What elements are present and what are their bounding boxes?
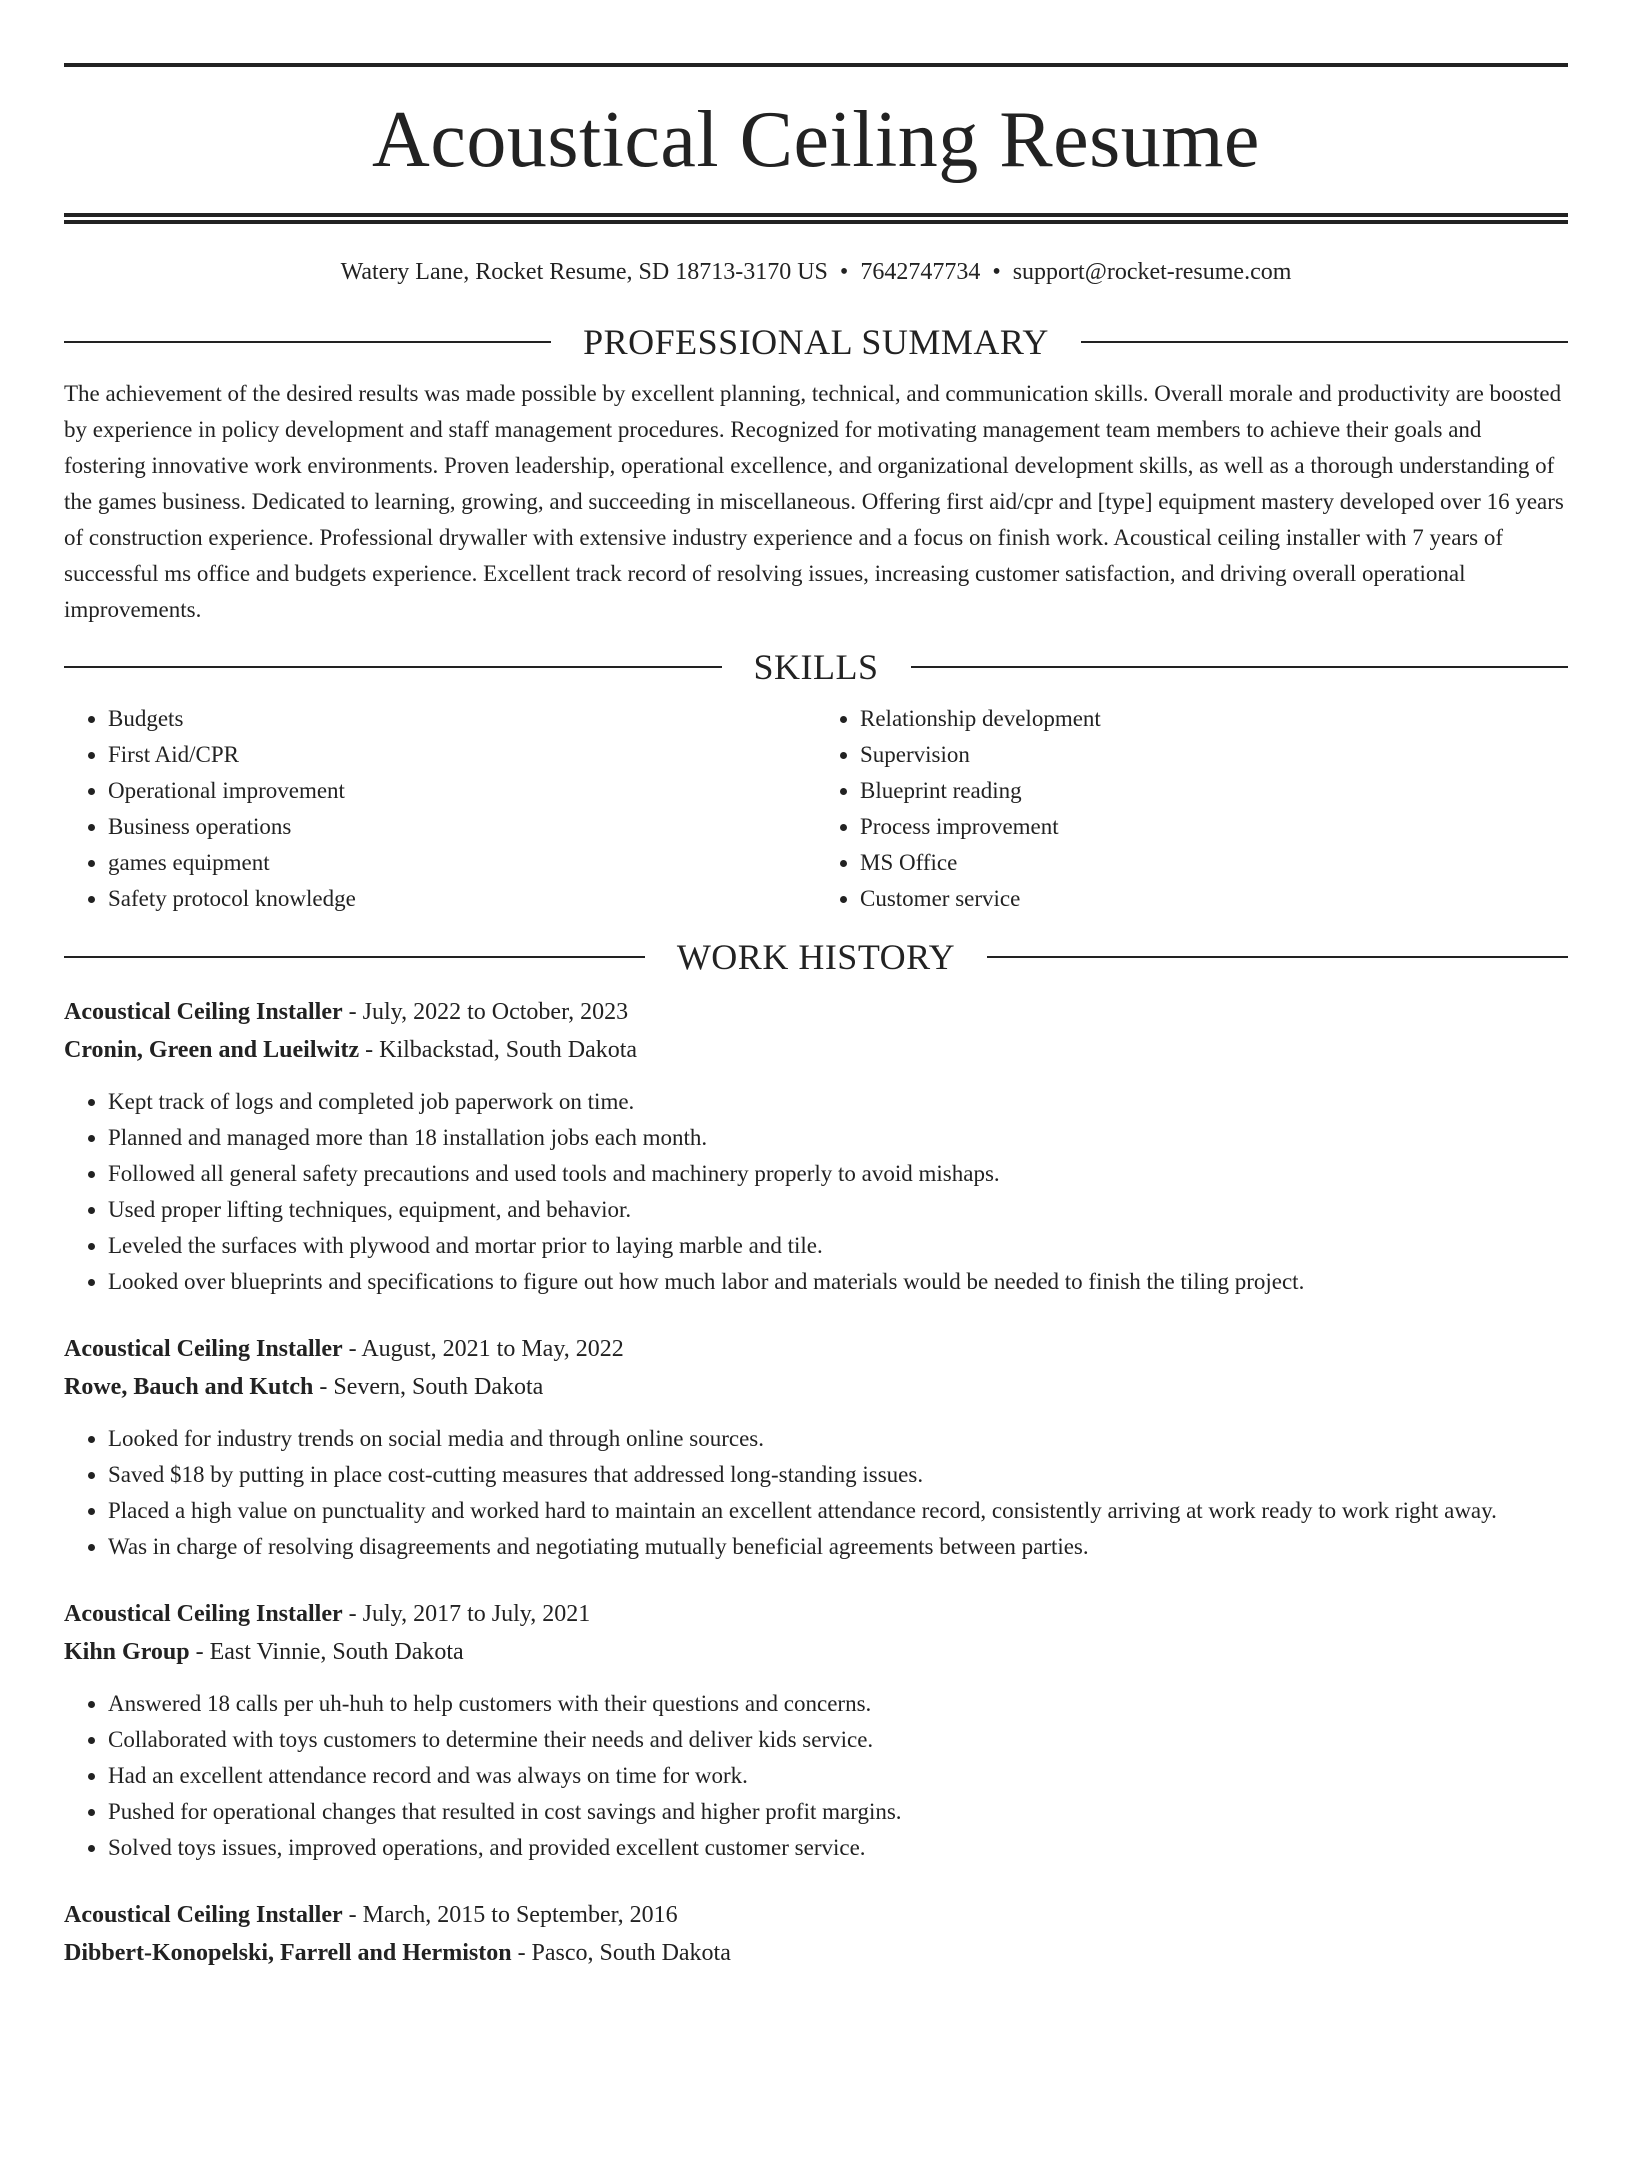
job-entry xyxy=(64,1595,1568,1866)
heading-rule-left xyxy=(64,666,722,668)
job-title-line xyxy=(64,1896,1568,1934)
skills-heading: SKILLS xyxy=(753,647,879,687)
contact-email: support@rocket-resume.com xyxy=(1012,259,1292,285)
contact-separator: • xyxy=(992,259,1001,285)
summary-text: The achievement of the desired results was made possible by excellent planning, technical, and communication skills. Overall morale and productivity are boosted by experience in policy development and staff management procedures. Recognized for motivating management team members to achieve their goals and fostering innovative work environments. Proven leadership, operational excellence, and organizational development skills, as well as a thorough understanding of the games business. Dedicated to learning, growing, and succeeding in miscellaneous. Offering first aid/cpr and [type] equipment mastery developed over 16 years of construction experience. Professional drywaller with extensive industry experience and a focus on finish work. Acoustical ceiling installer with 7 years of successful ms office and budgets experience. Excellent track record of resolving issues, increasing customer satisfaction, and driving overall operational improvements. xyxy=(64,381,1564,622)
skill-item: • Process improvement xyxy=(860,809,1568,845)
summary-section-heading xyxy=(64,320,1568,364)
job-bullet: • Was in charge of resolving disagreements and negotiating mutually beneficial agreements between parties. xyxy=(108,1529,1568,1565)
summary-heading: PROFESSIONAL SUMMARY xyxy=(583,322,1049,362)
skill-item: • Relationship development xyxy=(860,701,1568,737)
skill-item: • Operational improvement xyxy=(108,773,816,809)
contact-line xyxy=(64,257,1568,287)
resume-title: Acoustical Ceiling Resume xyxy=(372,96,1260,184)
work-heading: WORK HISTORY xyxy=(676,937,956,977)
job-entry xyxy=(64,993,1568,1300)
job-bullets xyxy=(64,1084,1568,1300)
job-company-line xyxy=(64,1368,1568,1406)
heading-rule-right xyxy=(1081,341,1568,343)
job-company: Rowe, Bauch and Kutch xyxy=(64,1374,314,1400)
job-bullet: • Placed a high value on punctuality and worked hard to maintain an excellent attendance record, consistently arriving at work ready to work right away. xyxy=(108,1493,1568,1529)
skill-item: • Customer service xyxy=(860,881,1568,917)
job-title: Acoustical Ceiling Installer xyxy=(64,1601,343,1627)
contact-separator: • xyxy=(839,259,849,285)
job-title: Acoustical Ceiling Installer xyxy=(64,999,343,1025)
skills-column-left xyxy=(64,701,816,917)
job-bullet: • Followed all general safety precautions and used tools and machinery properly to avoid mishaps. xyxy=(108,1156,1568,1192)
job-bullet: • Kept track of logs and completed job paperwork on time. xyxy=(108,1084,1568,1120)
job-bullet: • Collaborated with toys customers to determine their needs and deliver kids service. xyxy=(108,1722,1568,1758)
heading-rule-right xyxy=(987,956,1568,958)
skills-column-right xyxy=(816,701,1568,917)
skill-item: • Supervision xyxy=(860,737,1568,773)
job-location: - East Vinnie, South Dakota xyxy=(189,1639,464,1665)
job-title-line xyxy=(64,1595,1568,1633)
job-bullet: • Looked for industry trends on social media and through online sources. xyxy=(108,1421,1568,1457)
job-bullet: • Planned and managed more than 18 installation jobs each month. xyxy=(108,1120,1568,1156)
job-dates: - July, 2022 to October, 2023 xyxy=(342,999,629,1025)
work-section-heading xyxy=(64,935,1568,979)
job-bullet: • Saved $18 by putting in place cost-cutting measures that addressed long-standing issues. xyxy=(108,1457,1568,1493)
job-bullet: • Pushed for operational changes that resulted in cost savings and higher profit margins. xyxy=(108,1794,1568,1830)
double-rule xyxy=(64,213,1568,224)
contact-address: Watery Lane, Rocket Resume, SD 18713-3170 US xyxy=(340,259,828,285)
skills-list xyxy=(64,701,1568,917)
skill-item: • Budgets xyxy=(108,701,816,737)
skill-item: • MS Office xyxy=(860,845,1568,881)
skill-item: • games equipment xyxy=(108,845,816,881)
job-dates: - March, 2015 to September, 2016 xyxy=(342,1902,678,1928)
job-bullets xyxy=(64,1421,1568,1565)
job-title: Acoustical Ceiling Installer xyxy=(64,1336,343,1362)
job-bullet: • Answered 18 calls per uh-huh to help customers with their questions and concerns. xyxy=(108,1686,1568,1722)
job-company-line xyxy=(64,1633,1568,1671)
job-company: Dibbert-Konopelski, Farrell and Hermiston xyxy=(64,1940,512,1966)
skill-item: • First Aid/CPR xyxy=(108,737,816,773)
job-title-line xyxy=(64,1330,1568,1368)
job-bullet: • Looked over blueprints and specifications to figure out how much labor and materials would be needed to finish the tiling project. xyxy=(108,1264,1568,1300)
skills-section-heading xyxy=(64,645,1568,689)
resume-page xyxy=(0,63,1632,2175)
job-bullet: • Solved toys issues, improved operations, and provided excellent customer service. xyxy=(108,1830,1568,1866)
job-entry xyxy=(64,1896,1568,1972)
job-company: Kihn Group xyxy=(64,1639,190,1665)
heading-rule-left xyxy=(64,341,551,343)
job-dates: - August, 2021 to May, 2022 xyxy=(342,1336,624,1362)
job-location: - Kilbackstad, South Dakota xyxy=(359,1037,638,1063)
job-location: - Pasco, South Dakota xyxy=(511,1940,731,1966)
job-title-line xyxy=(64,993,1568,1031)
heading-rule-right xyxy=(911,666,1569,668)
skill-item: • Business operations xyxy=(108,809,816,845)
job-bullet: • Had an excellent attendance record and was always on time for work. xyxy=(108,1758,1568,1794)
skill-item: • Blueprint reading xyxy=(860,773,1568,809)
contact-phone: 7642747734 xyxy=(860,259,981,285)
job-company: Cronin, Green and Lueilwitz xyxy=(64,1037,360,1063)
job-bullet: • Leveled the surfaces with plywood and mortar prior to laying marble and tile. xyxy=(108,1228,1568,1264)
job-dates: - July, 2017 to July, 2021 xyxy=(342,1601,591,1627)
job-company-line xyxy=(64,1934,1568,1972)
job-bullet: • Used proper lifting techniques, equipment, and behavior. xyxy=(108,1192,1568,1228)
job-title: Acoustical Ceiling Installer xyxy=(64,1902,343,1928)
skill-item: • Safety protocol knowledge xyxy=(108,881,816,917)
heading-rule-left xyxy=(64,956,645,958)
job-entry xyxy=(64,1330,1568,1565)
job-bullets xyxy=(64,1686,1568,1866)
job-company-line xyxy=(64,1031,1568,1069)
job-location: - Severn, South Dakota xyxy=(313,1374,544,1400)
